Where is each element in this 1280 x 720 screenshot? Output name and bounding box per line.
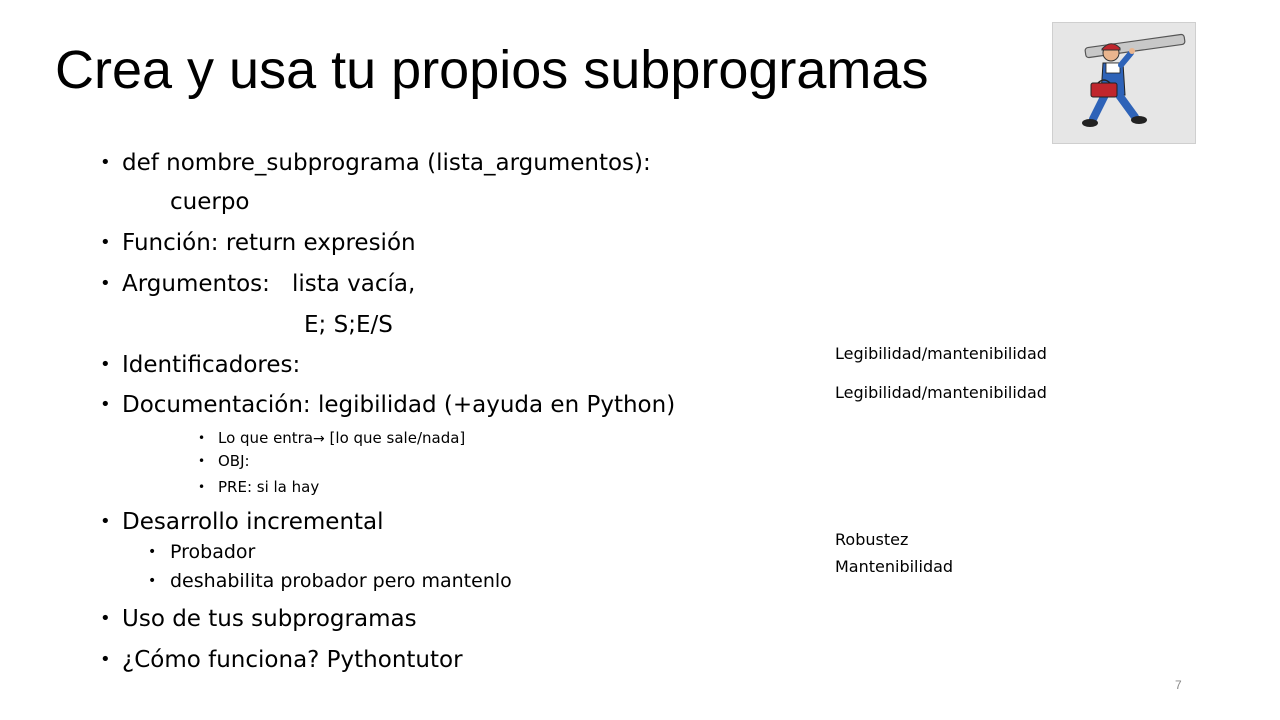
e-s-text: E; S;E/S — [304, 312, 393, 338]
desarrollo-line: Desarrollo incremental — [122, 509, 384, 535]
bullet-icon: • — [148, 573, 157, 589]
identificadores-line: Identificadores: — [122, 352, 301, 378]
doc-pre: PRE: si la hay — [218, 478, 320, 496]
desarrollo-deshabilita: deshabilita probador pero mantenlo — [170, 570, 512, 592]
bullet-icon: • — [100, 649, 111, 670]
arrow-right-icon: → — [313, 431, 325, 447]
note-legibilidad-2: Legibilidad/mantenibilidad — [835, 383, 1047, 402]
lista-vacia-text: lista vacía, — [292, 271, 416, 297]
doc-lo-que-entra — [218, 428, 465, 449]
desarrollo-probador: Probador — [170, 541, 256, 563]
note-robustez: Robustez — [835, 530, 909, 549]
como-funciona-line: ¿Cómo funciona? Pythontutor — [122, 647, 463, 673]
bullet-icon: • — [100, 354, 111, 375]
documentacion-line: Documentación: legibilidad (+ayuda en Python) — [122, 392, 676, 418]
doc-obj: OBJ: — [218, 452, 250, 470]
lo-que-entra-text: Lo que entra — [218, 429, 314, 447]
note-mantenibilidad: Mantenibilidad — [835, 557, 954, 576]
bullet-icon: • — [100, 152, 111, 173]
def-line: def nombre_subprograma (lista_argumentos): — [122, 150, 651, 176]
bullet-icon: • — [148, 544, 157, 560]
uso-line: Uso de tus subprogramas — [122, 606, 417, 632]
plumber-carrying-pipe-icon — [1053, 23, 1195, 143]
bullet-icon: • — [198, 480, 206, 494]
bullet-icon: • — [100, 232, 111, 253]
bullet-icon: • — [100, 394, 111, 415]
note-legibilidad-1: Legibilidad/mantenibilidad — [835, 344, 1047, 363]
argumentos-label: Argumentos: — [122, 271, 270, 297]
slide-title: Crea y usa tu propios subprogramas — [55, 40, 929, 100]
cuerpo-line: cuerpo — [170, 189, 250, 215]
bullet-icon: • — [100, 273, 111, 294]
funcion-line: Función: return expresión — [122, 230, 416, 256]
bullet-icon: • — [100, 511, 111, 532]
plumber-illustration — [1052, 22, 1196, 144]
page-number: 7 — [1175, 678, 1182, 692]
lo-que-sale-text: [lo que sale/nada] — [324, 429, 466, 447]
bullet-icon: • — [198, 454, 206, 468]
bullet-icon: • — [100, 608, 111, 629]
bullet-icon: • — [198, 431, 206, 445]
